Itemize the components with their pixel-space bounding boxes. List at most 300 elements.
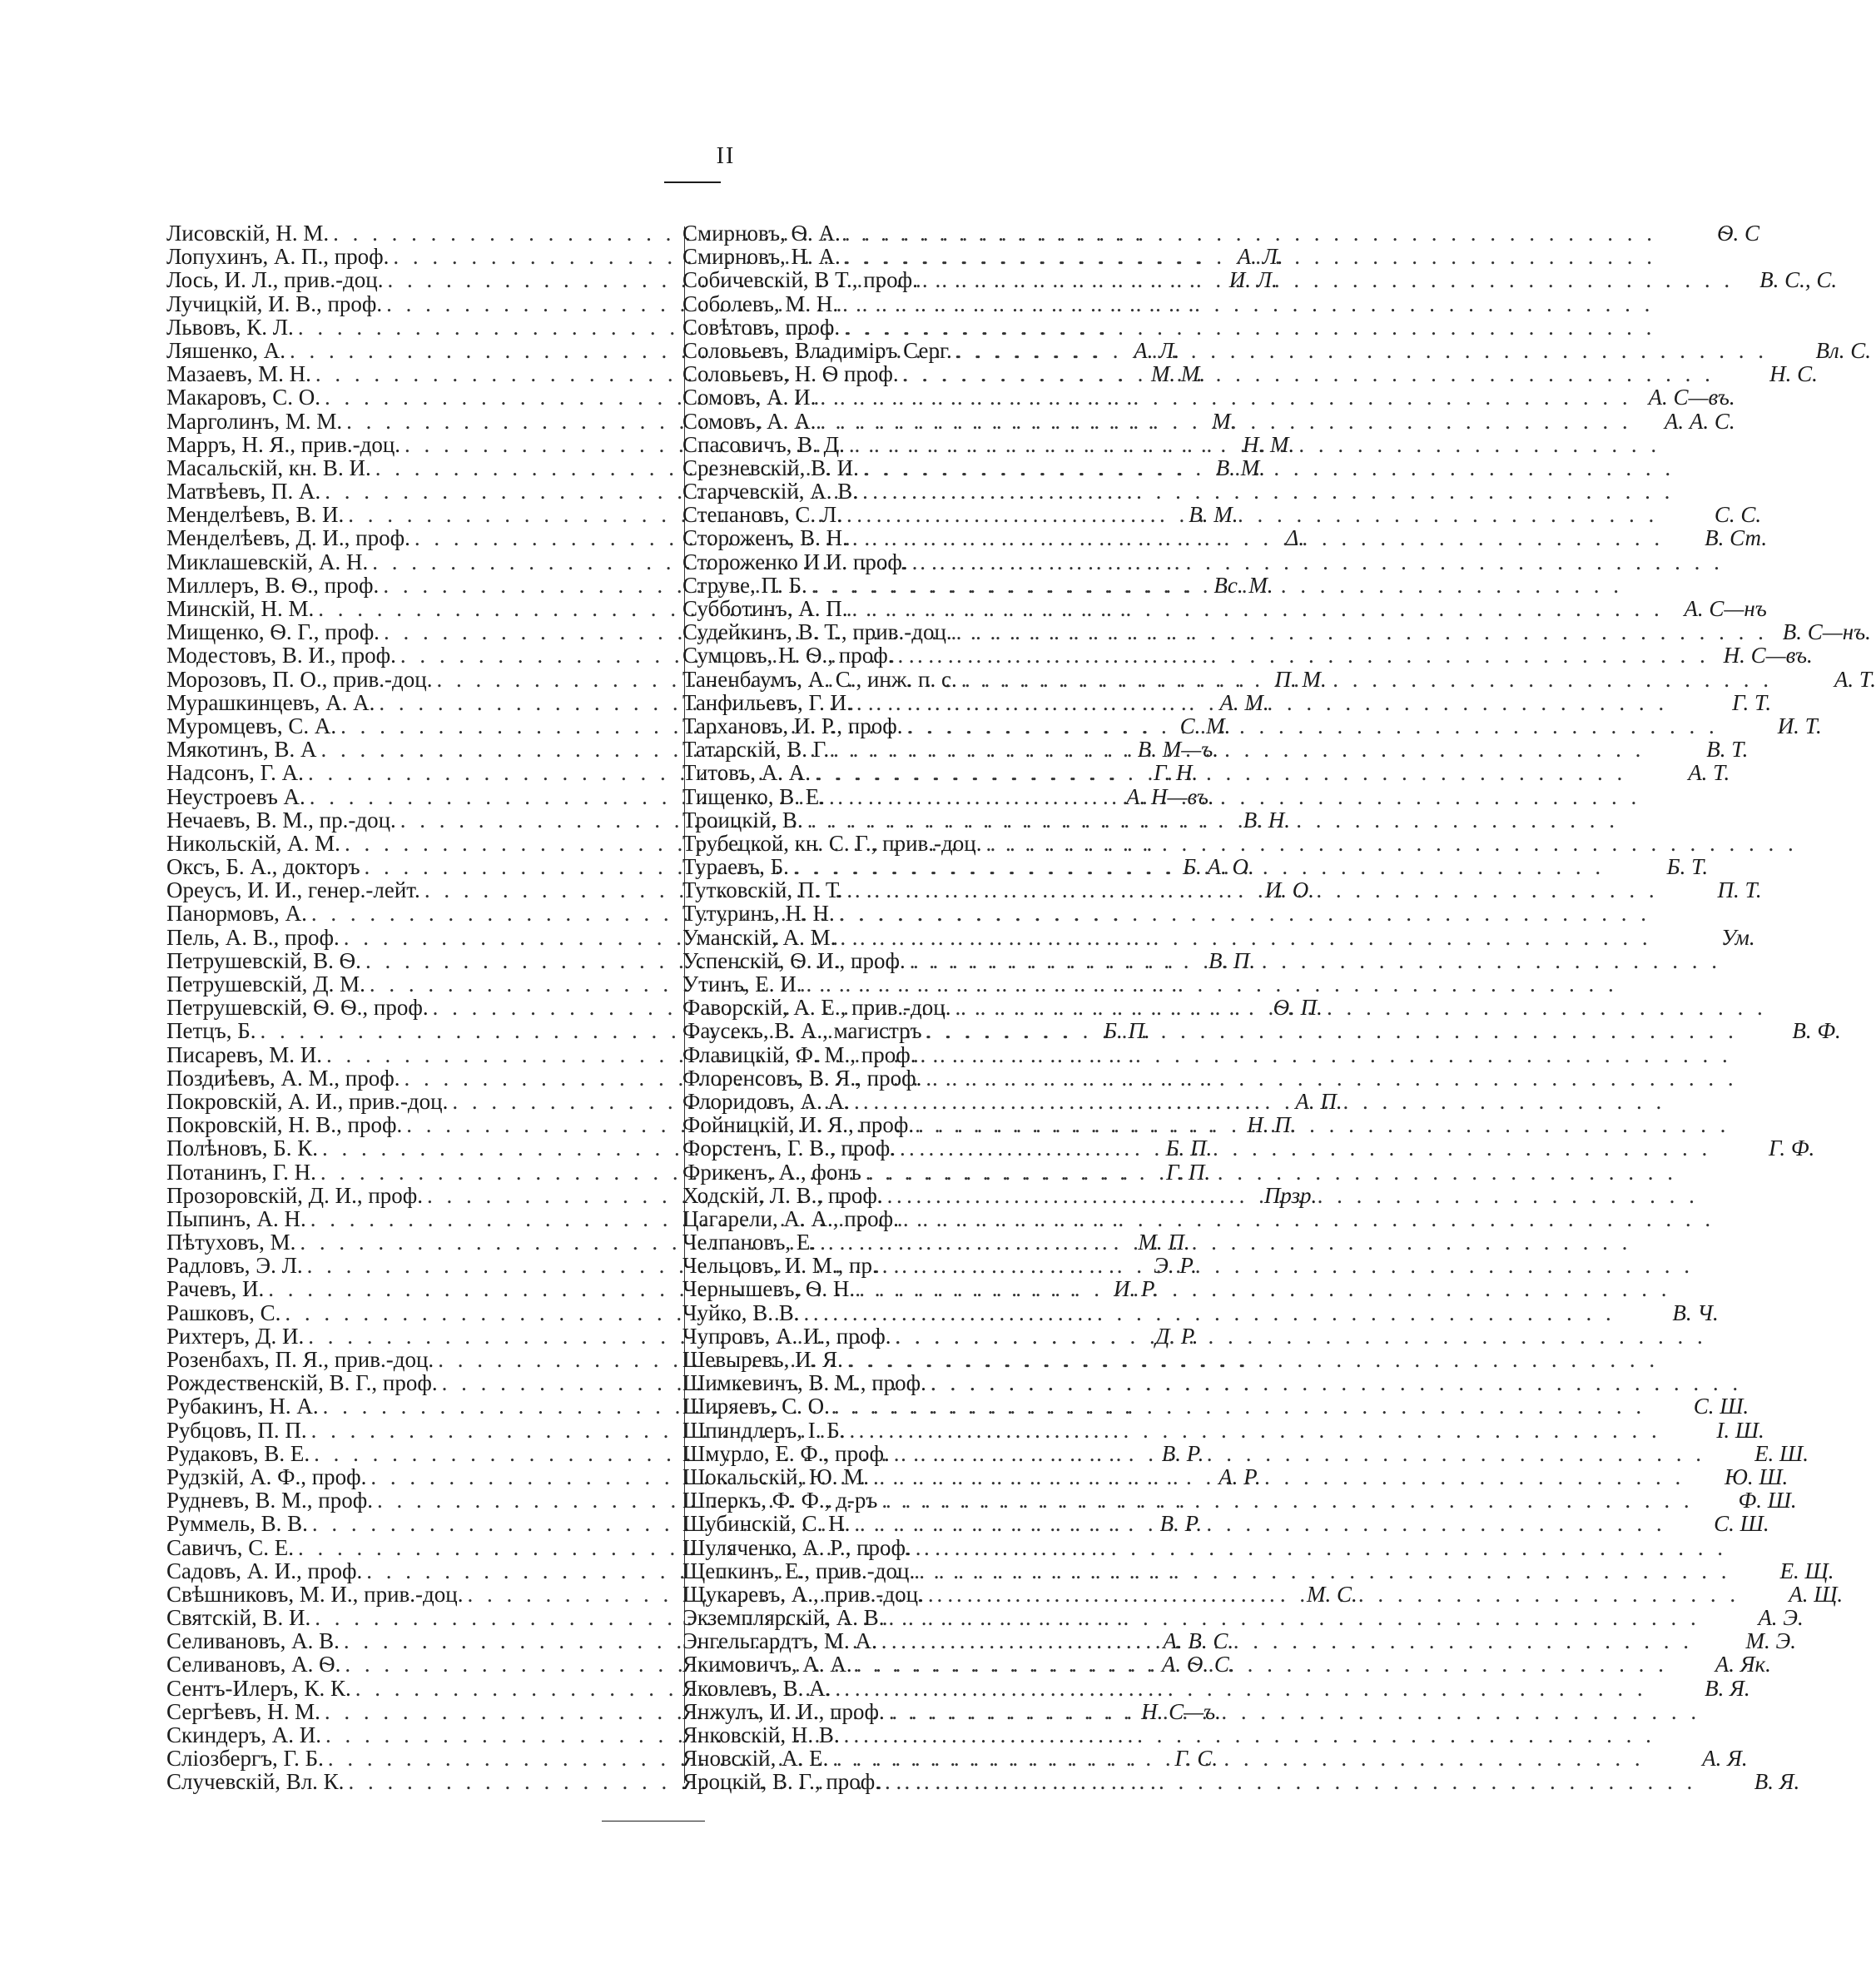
contributor-name: Совѣтовъ, проф. bbox=[682, 314, 841, 340]
contributor-name: Сумцовъ, Н. Ѳ., проф. bbox=[682, 643, 894, 668]
contributor-entry bbox=[166, 620, 563, 644]
contributor-name: Тураевъ, Б. bbox=[682, 854, 789, 880]
contributor-entry bbox=[682, 596, 1767, 621]
contributor-entry bbox=[166, 1488, 563, 1512]
contributor-entry bbox=[166, 292, 563, 316]
dot-leader bbox=[843, 1348, 1659, 1371]
contributor-name: Старчевскій, А. В. bbox=[682, 479, 859, 504]
contributor-entry bbox=[682, 550, 1197, 574]
dot-leader bbox=[877, 1629, 1693, 1652]
signature-abbreviation: А. Як. bbox=[1715, 1652, 1771, 1677]
contributor-entry bbox=[682, 1254, 1197, 1277]
contributor-entry bbox=[682, 1043, 1197, 1066]
contributor-entry bbox=[166, 1066, 563, 1090]
signature-abbreviation: М. bbox=[1212, 408, 1237, 434]
signature-abbreviation: В. Т. bbox=[1706, 737, 1749, 763]
dot-leader bbox=[831, 1677, 1646, 1700]
contributor-entry bbox=[682, 433, 1197, 456]
contributor-entry bbox=[682, 361, 1818, 387]
contributor-entry bbox=[682, 1723, 1197, 1747]
signature-abbreviation: И. Л. bbox=[1228, 267, 1278, 293]
contributor-entry bbox=[166, 385, 563, 409]
dot-leader bbox=[951, 996, 1767, 1019]
dot-leader bbox=[911, 1536, 1727, 1559]
contributor-name: Экземплярскій, А. В. bbox=[682, 1605, 885, 1631]
dot-leader bbox=[803, 808, 1619, 832]
contributor-entry bbox=[166, 480, 563, 503]
signature-abbreviation: А. Л. bbox=[1134, 337, 1180, 363]
signature-abbreviation: А. В. С. bbox=[1163, 1628, 1234, 1654]
contributor-name: Смирновъ, Ѳ. А. bbox=[682, 221, 841, 246]
contributor-name: Муромцевъ, С. А. bbox=[166, 713, 337, 738]
contributor-name: Собичевскій, В Т., проф. bbox=[682, 267, 918, 293]
signature-abbreviation: Ѳ. П. bbox=[1273, 995, 1323, 1021]
contributor-name: Уманскій, А. М. bbox=[682, 924, 836, 950]
contributor-entry bbox=[682, 337, 1872, 363]
contributor-name: Рашковъ, С. bbox=[166, 1300, 281, 1325]
contributor-name: Струве, П. Б. bbox=[682, 572, 807, 598]
contributor-entry bbox=[166, 1677, 563, 1700]
contributor-entry bbox=[682, 385, 1735, 410]
contributor-name: Фаусекъ, В. А., магистръ bbox=[682, 1018, 922, 1044]
contributor-entry bbox=[166, 1536, 563, 1559]
dot-leader bbox=[842, 503, 1658, 526]
dot-leader bbox=[816, 410, 1631, 433]
contributor-name: Трубецкой, кн. С. Г., прив.-доц. bbox=[682, 830, 982, 856]
contributor-name: Покровскій, Н. В., проф. bbox=[166, 1112, 403, 1138]
contributor-name: Потанинъ, Г. Н. bbox=[166, 1159, 316, 1185]
dot-leader bbox=[816, 385, 1631, 409]
contributor-name: Оксъ, Б. А., докторъ bbox=[166, 854, 360, 880]
contributor-entry bbox=[166, 1043, 563, 1066]
contributor-name: Радловъ, Э. Л. bbox=[166, 1253, 303, 1279]
signature-abbreviation: Д. Р. bbox=[1155, 1323, 1199, 1349]
contributor-name: Петрушевскій, В. Ѳ. bbox=[166, 947, 361, 973]
dot-leader bbox=[890, 1442, 1705, 1465]
dot-leader bbox=[841, 221, 1656, 245]
page-number-underline bbox=[664, 181, 721, 183]
contributor-entry bbox=[682, 1558, 1834, 1583]
contributor-entry bbox=[166, 832, 563, 855]
contributor-name: Шпиндлеръ, І. Б. bbox=[682, 1417, 846, 1443]
contributor-name: Модестовъ, В. И., проф. bbox=[166, 643, 396, 668]
contributor-entry bbox=[682, 480, 1197, 503]
contributor-name: Полѣновъ, Б. К. bbox=[166, 1136, 319, 1161]
contributor-name: Надсонъ, Г. А. bbox=[166, 760, 304, 786]
signature-abbreviation: А. Ѳ. С. bbox=[1161, 1652, 1235, 1677]
contributor-entry bbox=[682, 760, 1730, 786]
contributor-entry bbox=[682, 1675, 1750, 1701]
signature-abbreviation: В. Ст. bbox=[1705, 525, 1768, 551]
contributor-name: Тищенко, В. Е. bbox=[682, 783, 825, 809]
contributor-entry bbox=[166, 1348, 563, 1371]
contributor-entry bbox=[682, 1417, 1764, 1443]
signature-abbreviation: А. П. bbox=[1295, 1088, 1342, 1114]
contributor-entry bbox=[682, 643, 1813, 668]
signature-abbreviation: П. М. bbox=[1274, 666, 1327, 692]
contributor-name: Челпановъ, Е. bbox=[682, 1230, 816, 1255]
contributor-name: Нечаевъ, В. М., пр.-доц. bbox=[166, 807, 396, 832]
contributor-entry bbox=[682, 1440, 1809, 1466]
dot-leader bbox=[952, 620, 1768, 644]
contributor-name: Титовъ, А. А. bbox=[682, 760, 811, 786]
contributor-entry bbox=[166, 597, 563, 620]
signature-abbreviation: А. А. С. bbox=[1664, 408, 1735, 434]
dot-leader bbox=[840, 1723, 1655, 1747]
contributor-name: Яковлевъ, В. А. bbox=[682, 1675, 831, 1701]
signature-abbreviation: П. Т. bbox=[1717, 877, 1762, 903]
dot-leader bbox=[835, 902, 1650, 925]
dot-leader bbox=[807, 574, 1623, 597]
dot-leader bbox=[916, 1043, 1731, 1066]
contributor-entry bbox=[166, 926, 563, 949]
signature-abbreviation: Вл. С. bbox=[1815, 337, 1872, 363]
contributor-name: Шубинскій, С. Н. bbox=[682, 1511, 851, 1537]
contributor-name: Ходскій, Л. В., проф. bbox=[682, 1182, 883, 1208]
contributor-entry bbox=[682, 785, 1197, 808]
contributor-name: Рудневъ, В. М., проф. bbox=[166, 1488, 373, 1513]
signature-abbreviation: Н. П. bbox=[1247, 1112, 1297, 1138]
signature-abbreviation: М. Э. bbox=[1745, 1628, 1796, 1654]
dot-leader bbox=[836, 926, 1651, 949]
contributor-name: Петрушевскій, Д. М. bbox=[166, 972, 365, 996]
contributor-entry bbox=[682, 1324, 1197, 1348]
contributor-name: Марръ, Н. Я., прив.-доц. bbox=[166, 431, 401, 457]
contributor-entry bbox=[682, 1348, 1197, 1371]
dot-leader bbox=[816, 1230, 1631, 1254]
contributor-name: Тутковскій, П. Т. bbox=[682, 877, 843, 903]
contributor-entry bbox=[682, 1160, 1197, 1184]
contributor-name: Смирновъ, Н. А. bbox=[682, 244, 841, 270]
contributor-name: Скиндеръ, А. И. bbox=[166, 1722, 321, 1747]
contributor-name: Львовъ, К. Л. bbox=[166, 314, 294, 340]
contributor-entry bbox=[166, 221, 563, 245]
signature-abbreviation: Б. А. О. bbox=[1183, 854, 1254, 880]
contributor-name: Флавицкій, Ф. М., проф. bbox=[682, 1041, 916, 1067]
signature-abbreviation: С. Ш. bbox=[1714, 1511, 1769, 1537]
contributor-name: Утинъ, Е. И. bbox=[682, 972, 802, 996]
contributor-entry bbox=[682, 1136, 1815, 1161]
signature-abbreviation: Вс. М. bbox=[1213, 572, 1273, 598]
contributor-name: Таненбаумъ, А. С., инж. п. с. bbox=[682, 666, 957, 692]
contributor-entry bbox=[682, 1277, 1197, 1300]
contributor-entry bbox=[166, 1394, 563, 1418]
signature-abbreviation: Э. Р. bbox=[1154, 1253, 1197, 1279]
signature-abbreviation: А. Щ. bbox=[1789, 1581, 1844, 1607]
contributor-entry bbox=[682, 292, 1197, 316]
contributor-name: Татарскій, В. Г. bbox=[682, 737, 830, 763]
signature-abbreviation: В. Я. bbox=[1754, 1769, 1800, 1795]
contributor-name: Панормовъ, А. bbox=[166, 901, 307, 927]
contributor-name: Петрушевскій, Ѳ. Ѳ., проф. bbox=[166, 995, 429, 1021]
dot-leader bbox=[800, 1301, 1615, 1324]
contributor-name: Морозовъ, П. О., прив.-доц. bbox=[166, 666, 433, 692]
contributor-entry bbox=[682, 1536, 1197, 1559]
dot-leader bbox=[926, 1371, 1742, 1394]
signature-abbreviation: А. С—нъ bbox=[1684, 596, 1767, 621]
dot-leader bbox=[802, 972, 1618, 996]
contributor-name: Шевыревъ, И. Я. bbox=[682, 1347, 843, 1372]
dot-leader bbox=[811, 761, 1626, 784]
dot-leader bbox=[914, 1113, 1730, 1136]
contributor-name: Якимовичъ, А. А. bbox=[682, 1652, 852, 1677]
contributor-name: Фойницкій, И. Я., проф. bbox=[682, 1112, 915, 1138]
contributor-name: Садовъ, А. И., проф. bbox=[166, 1558, 363, 1583]
signature-abbreviation: М. М. bbox=[1150, 361, 1206, 387]
dot-leader bbox=[921, 1066, 1737, 1090]
contributor-entry bbox=[682, 1184, 1197, 1207]
dot-leader bbox=[845, 433, 1660, 456]
signature-abbreviation: В. Р. bbox=[1161, 1440, 1204, 1466]
signature-abbreviation: Н. С—въ. bbox=[1723, 643, 1813, 668]
signature-abbreviation: А. С—въ. bbox=[1648, 385, 1735, 410]
contributor-name: Рубцовъ, П. П. bbox=[166, 1417, 307, 1443]
dot-leader bbox=[850, 1090, 1665, 1113]
dot-leader bbox=[838, 292, 1654, 316]
signature-abbreviation: Н. М. bbox=[1243, 431, 1295, 457]
contributor-name: Лисовскій, Н. М. bbox=[166, 221, 330, 246]
contributor-name: Савичъ, С. Е. bbox=[166, 1534, 294, 1560]
signature-abbreviation: Ѳ. С bbox=[1717, 221, 1760, 246]
contributor-entry bbox=[166, 1770, 563, 1793]
contributor-entry bbox=[682, 316, 1197, 339]
contributor-name: Стороженко И И. проф. bbox=[682, 549, 908, 574]
contributor-entry bbox=[682, 1066, 1197, 1090]
contributor-name: Форстенъ, Г. В., проф. bbox=[682, 1136, 896, 1161]
contributor-name: Судейкинъ, В. Т., прив.-доц. bbox=[682, 619, 952, 645]
contributor-entry bbox=[166, 644, 563, 667]
contributor-entry bbox=[682, 1488, 1797, 1513]
dot-leader bbox=[878, 1254, 1694, 1277]
contributor-entry bbox=[682, 972, 1197, 996]
dot-leader bbox=[855, 1277, 1670, 1300]
contributor-name: Степановъ, С. Л. bbox=[682, 502, 842, 528]
dot-leader bbox=[877, 1488, 1693, 1512]
contributor-name: Шперкъ, Ф. Ф., д-ръ bbox=[682, 1488, 878, 1513]
contributor-name: Фрикенъ, А., фонъ bbox=[682, 1159, 861, 1185]
contributor-name: Чельцовъ, И. М., пр. bbox=[682, 1253, 878, 1279]
signature-abbreviation: А. Э. bbox=[1758, 1605, 1804, 1631]
signature-abbreviation: Прзр. bbox=[1263, 1182, 1318, 1208]
signature-abbreviation: Ф. Ш. bbox=[1738, 1488, 1797, 1513]
dot-leader bbox=[850, 1512, 1665, 1535]
contributor-name: Писаревъ, М. И. bbox=[166, 1041, 323, 1067]
contributor-name: Матвѣевъ, П. А. bbox=[166, 479, 321, 504]
contributor-name: Мазаевъ, М. Н. bbox=[166, 361, 311, 387]
contributor-name: Селивановъ, А. Ѳ. bbox=[166, 1652, 341, 1677]
contributor-name: Селивановъ, А. В. bbox=[166, 1628, 340, 1654]
dot-leader bbox=[894, 644, 1710, 667]
dot-leader bbox=[848, 597, 1664, 620]
signature-abbreviation: Г. Т. bbox=[1732, 689, 1772, 715]
contributor-name: Ширяевъ, С. О. bbox=[682, 1394, 830, 1419]
dot-leader bbox=[981, 832, 1797, 855]
signature-abbreviation: А. Н—въ. bbox=[1126, 783, 1214, 809]
dot-leader bbox=[899, 362, 1715, 385]
signature-abbreviation: В. М. bbox=[1189, 502, 1238, 528]
signature-abbreviation: В. Ф. bbox=[1792, 1018, 1841, 1044]
contributor-name: Мищенко, Ѳ. Г., проф. bbox=[166, 619, 380, 645]
contributor-entry bbox=[166, 550, 563, 574]
contributor-entry bbox=[166, 902, 563, 925]
signature-abbreviation: В. Р. bbox=[1159, 1511, 1203, 1537]
contributor-name: Флоридовъ, А. А. bbox=[682, 1088, 850, 1114]
signature-abbreviation: А. Р. bbox=[1218, 1464, 1261, 1489]
signature-abbreviation: Г. С. bbox=[1174, 1746, 1218, 1772]
contributor-name: Чупровъ, А. И., проф. bbox=[682, 1323, 891, 1349]
signature-abbreviation: С. М. bbox=[1179, 713, 1231, 738]
contributor-name: Фаворскій, А. Е., прив.-доц. bbox=[682, 995, 951, 1021]
signature-abbreviation: Ю. Ш. bbox=[1724, 1464, 1789, 1489]
dot-leader bbox=[841, 245, 1656, 268]
contributor-name: Менделѣевъ, Д. И., проф. bbox=[166, 525, 410, 551]
contributor-entry bbox=[682, 1018, 1841, 1044]
signature-abbreviation: И. Т. bbox=[1777, 713, 1822, 738]
signature-abbreviation: В. М—ъ. bbox=[1137, 737, 1218, 763]
signature-abbreviation: А. Л. bbox=[1237, 244, 1283, 270]
contributor-name: Шимкевичъ, В. М., проф. bbox=[682, 1370, 926, 1396]
signature-abbreviation: А. Т. bbox=[1834, 666, 1876, 692]
dot-leader bbox=[896, 1136, 1711, 1160]
dot-leader bbox=[884, 1606, 1700, 1629]
contributor-name: Макаровъ, С. О. bbox=[166, 385, 320, 410]
dot-leader bbox=[842, 878, 1658, 902]
signature-abbreviation: Б. Т. bbox=[1666, 854, 1709, 880]
contributor-name: Соловьевъ, Владиміръ Серг. bbox=[682, 337, 952, 363]
dot-leader bbox=[840, 316, 1655, 339]
contributor-name: Никольскій, А. М. bbox=[166, 830, 340, 856]
contributor-entry bbox=[682, 1700, 1197, 1723]
contributor-name: Шуляченко, А. Р., проф. bbox=[682, 1534, 911, 1560]
contributor-name: Масальскій, кн. В. И. bbox=[166, 455, 371, 480]
dot-leader bbox=[957, 668, 1773, 691]
signature-abbreviation: А. Я. bbox=[1702, 1746, 1748, 1772]
contributor-name: Троицкій, В. bbox=[682, 807, 803, 832]
contributor-entry bbox=[682, 1230, 1197, 1254]
contributor-name: Стороженъ, В. Н. bbox=[682, 525, 848, 551]
dot-leader bbox=[903, 714, 1719, 738]
contributor-name: Неустроевъ А. bbox=[166, 783, 305, 809]
contributor-name: Спасовичъ, В. Д. bbox=[682, 431, 845, 457]
contributor-name: Руммель, В. В. bbox=[166, 1511, 308, 1537]
contributor-name: Петцъ, Б. bbox=[166, 1018, 256, 1044]
signature-abbreviation: И. О. bbox=[1264, 877, 1315, 903]
contributor-name: Цагарели, А. А., проф. bbox=[682, 1205, 899, 1231]
contributor-entry bbox=[682, 1300, 1719, 1325]
dot-leader bbox=[891, 1324, 1706, 1348]
contributor-entry bbox=[682, 456, 1197, 480]
contributor-entry bbox=[682, 245, 1197, 268]
contributor-name: Щепкинъ, Е., прив.-доц. bbox=[682, 1558, 916, 1583]
contributor-name: Менделѣевъ, В. И. bbox=[166, 502, 345, 528]
contributor-entry bbox=[682, 832, 1197, 855]
contributor-entry bbox=[682, 574, 1197, 597]
signature-abbreviation: Е. Щ. bbox=[1779, 1558, 1834, 1583]
dot-leader bbox=[906, 949, 1721, 972]
dot-leader bbox=[848, 526, 1664, 549]
dot-leader bbox=[885, 1700, 1700, 1723]
dot-leader bbox=[908, 550, 1724, 574]
contributor-name: Соболевъ, М. Н. bbox=[682, 291, 839, 316]
contributor-entry bbox=[682, 1769, 1800, 1795]
contributor-entry bbox=[682, 525, 1768, 551]
dot-leader bbox=[861, 1160, 1677, 1184]
contributor-name: Успенскій, Ѳ. И., проф. bbox=[682, 947, 906, 973]
contributor-entry bbox=[166, 1301, 563, 1324]
contributor-name: Рудзкій, А. Ф., проф. bbox=[166, 1464, 367, 1489]
contributor-name: Шмурло, Е. Ф., проф. bbox=[682, 1440, 890, 1466]
signature-abbreviation: Г. П. bbox=[1166, 1159, 1211, 1185]
contributor-entry bbox=[682, 408, 1735, 434]
contributor-name: Прозоровскій, Д. И., проф. bbox=[166, 1182, 424, 1208]
dot-leader bbox=[852, 1652, 1668, 1676]
contributor-entry bbox=[682, 1207, 1197, 1230]
contributor-name: Флоренсовъ, В. Я., проф. bbox=[682, 1065, 922, 1091]
contributor-name: Танфильевъ, Г. И. bbox=[682, 689, 852, 715]
signature-abbreviation: Е. Ш. bbox=[1754, 1440, 1809, 1466]
contributor-name: Яновскій, А. Е. bbox=[682, 1746, 829, 1772]
dot-leader bbox=[915, 1559, 1730, 1583]
contributor-name: Случевскій, Вл. К. bbox=[166, 1769, 345, 1795]
dot-leader bbox=[859, 456, 1675, 480]
contributor-name: Шокальскій, Ю. М. bbox=[682, 1464, 870, 1489]
contributor-name: Тутуринъ, Н. Н. bbox=[682, 901, 835, 927]
contributor-entry bbox=[682, 619, 1871, 645]
contributor-name: Сомовъ, А. И. bbox=[682, 385, 816, 410]
contributor-name: Розенбахъ, П. Я., прив.-доц. bbox=[166, 1347, 434, 1372]
signature-abbreviation: М. С. bbox=[1306, 1581, 1357, 1607]
contributor-name: Рачевъ, И. bbox=[166, 1276, 265, 1302]
dot-leader bbox=[924, 1583, 1740, 1606]
contributor-name: Рубакинъ, Н. А. bbox=[166, 1394, 319, 1419]
signature-abbreviation: В. Ч. bbox=[1672, 1300, 1719, 1325]
contributor-name: Яроцкій, В. Г., проф. bbox=[682, 1769, 881, 1795]
dot-leader bbox=[825, 785, 1640, 808]
signature-abbreviation: С. Ш. bbox=[1693, 1394, 1749, 1419]
contributor-name: Тархановъ, И. Р., проф. bbox=[682, 713, 903, 738]
contributor-name: Мурашкинцевъ, А. А. bbox=[166, 689, 375, 715]
contributor-entry bbox=[166, 972, 563, 996]
contributor-entry bbox=[166, 1559, 563, 1583]
contributor-name: Чуйко, В. В. bbox=[682, 1300, 800, 1325]
contributor-entry bbox=[682, 1113, 1197, 1136]
signature-abbreviation: В. Н. bbox=[1243, 807, 1291, 832]
dot-leader bbox=[918, 268, 1734, 291]
contributor-entry bbox=[682, 902, 1197, 925]
contributor-name: Сергѣевъ, Н. М. bbox=[166, 1698, 320, 1724]
page-number: II bbox=[716, 143, 736, 169]
signature-abbreviation: Δ. bbox=[1285, 525, 1305, 551]
contributor-entry bbox=[166, 1723, 563, 1747]
signature-abbreviation: И. Р. bbox=[1113, 1276, 1159, 1302]
contributor-name: Поздиѣевъ, А. М., проф. bbox=[166, 1065, 400, 1091]
signature-abbreviation: В. Я. bbox=[1705, 1675, 1750, 1701]
contributor-name: Энгельгардтъ, М. А. bbox=[682, 1628, 877, 1654]
dot-leader bbox=[869, 1465, 1685, 1488]
dot-leader bbox=[858, 480, 1674, 503]
contributor-name: Рудаковъ, В. Е. bbox=[166, 1440, 310, 1466]
contributor-name: Лось, И. Л., прив.-доц. bbox=[166, 267, 384, 293]
contributor-entry bbox=[682, 924, 1755, 950]
contributor-name: Щукаревъ, А., прив.-доц. bbox=[682, 1581, 924, 1607]
signature-abbreviation: В. П. bbox=[1208, 947, 1256, 973]
contributor-name: Покровскій, А. И., прив.-доц. bbox=[166, 1088, 449, 1114]
signature-abbreviation: С. С. bbox=[1714, 502, 1762, 528]
contributor-name: Чернышевъ, Ѳ. Н. bbox=[682, 1276, 856, 1302]
contributor-entry bbox=[682, 1090, 1197, 1113]
dot-leader bbox=[789, 855, 1605, 878]
signature-abbreviation: А. М. bbox=[1219, 689, 1269, 715]
